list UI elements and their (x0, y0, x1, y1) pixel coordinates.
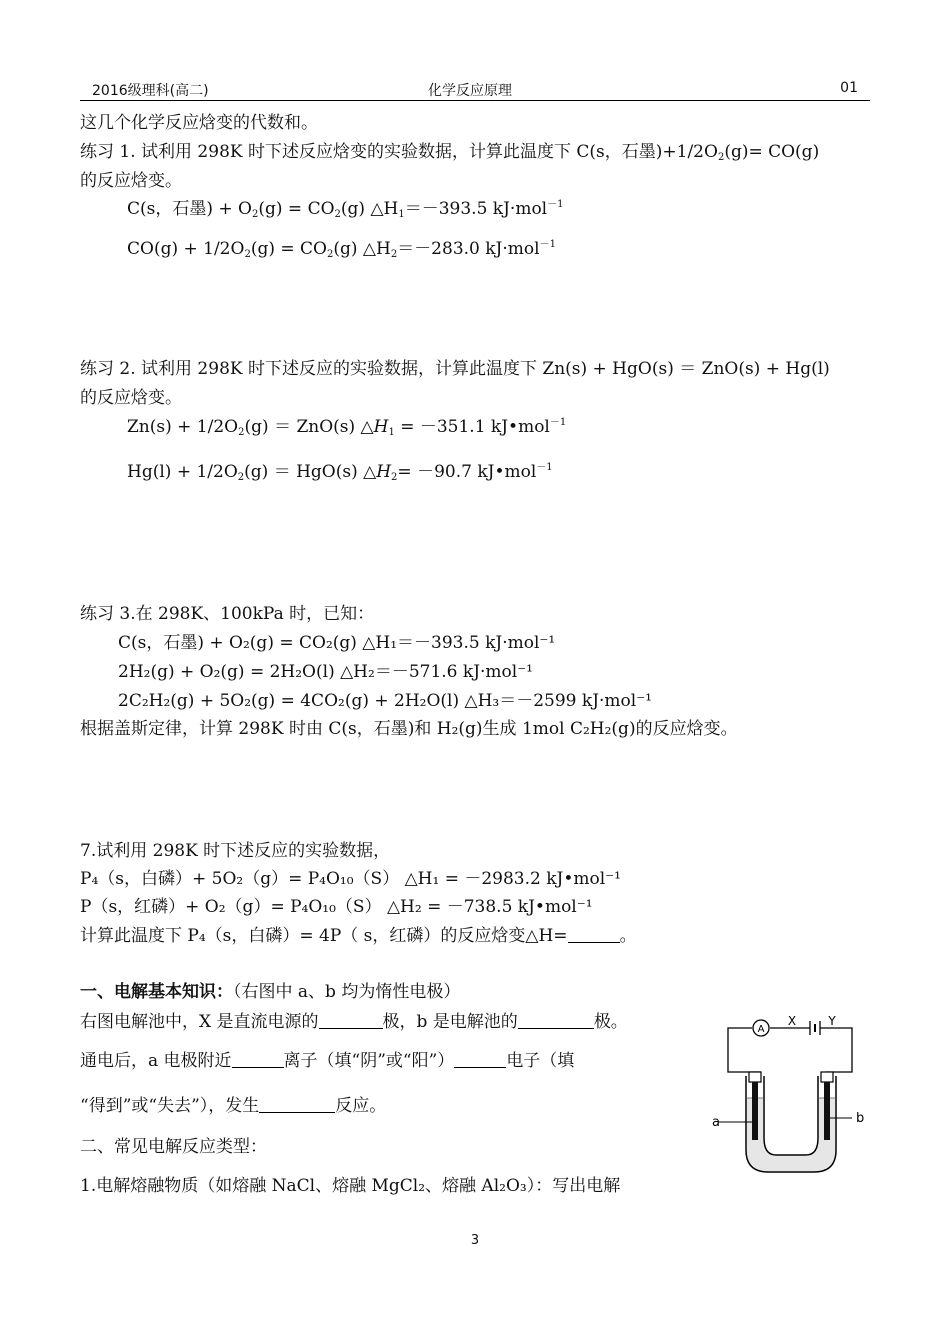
electrode-b (824, 1082, 830, 1140)
ex3-question: 根据盖斯定律，计算 298K 时由 C(s，石墨)和 H₂(g)生成 1mol C₂H₂(g)的反应焓变。 (80, 719, 738, 739)
blank-reaction[interactable] (259, 1096, 335, 1113)
intro-text: 这几个化学反应焓变的代数和。 (80, 113, 318, 133)
ex7-title: 7.试利用 298K 时下述反应的实验数据， (80, 841, 391, 861)
elec-title: 一、电解基本知识：（右图中 a、b 均为惰性电极） (80, 982, 461, 1002)
blank-electron[interactable] (454, 1051, 506, 1068)
ex2-reaction-1: $Zn(s) + 1/2O_2(g) = ZnO(s)$ $\triangle H_1 = -351.1$ kJ•mol$^{-1}$ (127, 417, 567, 438)
ex1-reaction-1: C(s，石墨) + $O_2(g) = CO_2(g)$ $\triangle H_1=-393.5$ kJ·mol$^{-1}$ (127, 199, 564, 220)
ex3-title: 练习 3.在 298K、100kPa 时，已知： (80, 604, 375, 624)
ex7-question: 计算此温度下 P₄（s，白磷）= 4P（ s，红磷）的反应焓变△H= 。 (80, 926, 637, 946)
ex3-reaction-1: C(s，石墨) + O₂(g) = CO₂(g) △H₁＝－393.5 kJ·mol⁻¹ (118, 633, 556, 653)
label-a: a (712, 1115, 720, 1130)
page-header (80, 78, 870, 101)
ex1-reaction-2: $CO(g) + 1/2O_2(g) = CO_2(g)$ $\triangle H_2=-283.0$ kJ·mol$^{-1}$ (127, 239, 556, 260)
header-center: 化学反应原理 (428, 83, 512, 99)
label-b: b (856, 1111, 865, 1126)
ex3-reaction-2: 2H₂(g) + O₂(g) = 2H₂O(l) △H₂＝－571.6 kJ·mol⁻¹ (118, 662, 533, 682)
ex1-line2: 的反应焓变。 (80, 171, 182, 191)
electrode-a (752, 1082, 758, 1140)
ex2-line1: 练习 2. 试利用 298K 时下述反应的实验数据，计算此温度下 Zn(s) + HgO(s) ＝ ZnO(s) + Hg(l) (80, 359, 830, 379)
electrolysis-cell-figure (706, 1010, 876, 1180)
elec-section-2: 二、常见电解反应类型： (80, 1137, 267, 1157)
elec-line-3: “得到”或“失去”），发生 反应。 (80, 1096, 387, 1116)
ex2-reaction-2: $Hg(l) + 1/2O_2(g) = HgO(s)$ $\triangle H_2= -90.7$ kJ•mol$^{-1}$ (127, 462, 553, 483)
elec-line-1: 右图电解池中，X 是直流电源的 极，b 是电解池的 极。 (80, 1012, 628, 1032)
blank-x-pole[interactable] (319, 1012, 383, 1029)
ex7-reaction-2: P（s，红磷）+ O₂（g）= P₄O₁₀（S） △H₂ = －738.5 kJ•mol⁻¹ (80, 897, 593, 917)
blank-ion[interactable] (232, 1051, 284, 1068)
label-y: Y (828, 1014, 836, 1028)
page-number: 3 (470, 1233, 480, 1248)
label-x: X (787, 1014, 797, 1028)
elec-line-2: 通电后，a 电极附近 离子（填“阴”或“阳”） 电子（填 (80, 1051, 575, 1071)
header-right: 01 (840, 80, 858, 96)
ex2-line2: 的反应焓变。 (80, 388, 182, 408)
ex7-reaction-1: P₄（s，白磷）+ 5O₂（g）= P₄O₁₀（S） △H₁ = －2983.2 kJ•mol⁻¹ (80, 869, 621, 889)
header-left: 2016级理科(高二) (92, 83, 209, 99)
blank-b-pole[interactable] (518, 1012, 594, 1029)
elec-line-5: 1.电解熔融物质（如熔融 NaCl、熔融 MgCl₂、熔融 Al₂O₃）：写出电解 (80, 1176, 621, 1196)
ex1-line1: 练习 1. 试利用 298K 时下述反应焓变的实验数据，计算此温度下 C(s，石墨)$+1/2O_2(g)= CO(g)$ (80, 142, 820, 163)
meter-label: A (757, 1024, 765, 1035)
answer-blank[interactable] (568, 926, 620, 943)
ex3-reaction-3: 2C₂H₂(g) + 5O₂(g) = 4CO₂(g) + 2H₂O(l) △H₃＝－2599 kJ·mol⁻¹ (118, 691, 652, 711)
